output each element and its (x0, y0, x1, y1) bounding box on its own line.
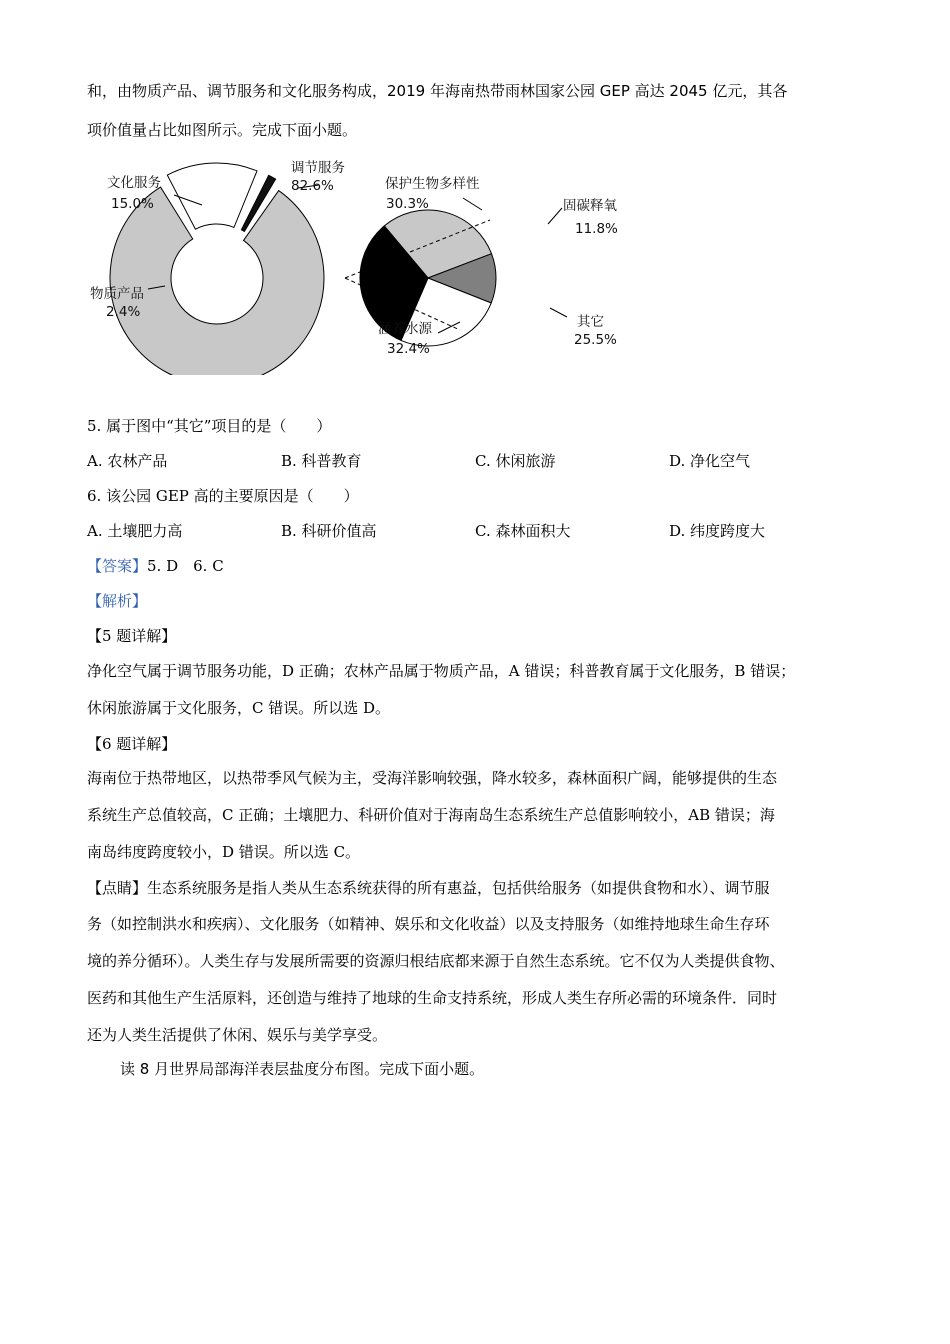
tip-line-3: 境的养分循环）。人类生存与发展所需要的资源归根结底都来源于自然生态系统。它不仅为人类提供食物、 (87, 952, 785, 970)
answer-label: 【答案】 (87, 557, 148, 575)
tip-line-5: 还为人类生活提供了休闲、娱乐与美学享受。 (87, 1026, 388, 1044)
label-wuzhi-name: 物质产品 (90, 286, 144, 302)
detail5-title: 【5 题详解】 (87, 627, 177, 645)
intro-line-1: 和，由物质产品、调节服务和文化服务构成，2019 年海南热带雨林国家公园 GEP 高达 2045 亿元，其各 (87, 82, 788, 100)
detail5-line-2: 休闲旅游属于文化服务，C 错误。所以选 D。 (87, 699, 391, 717)
tip-line-2: 务（如控制洪水和疾病）、文化服务（如精神、娱乐和文化收益）以及支持服务（如维持地球生命生存环 (87, 915, 770, 933)
tip-line-4: 医药和其他生产生活原料，还创造与维持了地球的生命支持系统，形成人类生存所必需的环境条件．同时 (87, 989, 778, 1007)
label-hanyang-value: 32.4% (387, 341, 430, 357)
gep-pie-charts (80, 150, 640, 375)
label-qita-name: 其它 (577, 314, 604, 330)
leader-gutan (548, 208, 562, 224)
donut-chart (110, 163, 324, 375)
label-wenhua-name: 文化服务 (107, 175, 161, 191)
label-tiaojie-value: 82.6% (291, 178, 334, 194)
detail6-line-2: 系统生产总值较高，C 正确；土壤肥力、科研价值对于海南岛生态系统生产总值影响较小，AB 错误；海 (87, 806, 775, 824)
label-baohu-name: 保护生物多样性 (385, 176, 480, 192)
q5-option-b: B. 科普教育 (281, 452, 362, 470)
label-wenhua-value: 15.0% (111, 196, 154, 212)
q6-option-b: B. 科研价值高 (281, 522, 377, 540)
answer-text: 5. D 6. C (147, 557, 224, 575)
detail6-title: 【6 题详解】 (87, 735, 177, 753)
label-wuzhi-value: 2.4% (106, 304, 141, 320)
q6-option-d: D. 纬度跨度大 (669, 522, 766, 540)
intro-line-2: 项价值量占比如图所示。完成下面小题。 (87, 121, 358, 139)
q5-stem: 5. 属于图中“其它”项目的是（ ） (87, 417, 332, 435)
answer-line (87, 555, 224, 576)
analysis-label: 【解析】 (87, 592, 148, 610)
label-gutan-value: 11.8% (575, 221, 618, 237)
q5-option-a: A. 农林产品 (87, 452, 168, 470)
label-gutan-name: 固碳释氧 (563, 198, 617, 214)
q6-option-c: C. 森林面积大 (475, 522, 571, 540)
tip-line-1: 【点睛】生态系统服务是指人类从生态系统获得的所有惠益，包括供给服务（如提供食物和水）、调节服 (87, 879, 770, 897)
q5-option-c: C. 休闲旅游 (475, 452, 556, 470)
next-question-intro: 读 8 月世界局部海洋表层盐度分布图。完成下面小题。 (120, 1060, 485, 1078)
q5-option-d: D. 净化空气 (669, 452, 751, 470)
label-baohu-value: 30.3% (386, 196, 429, 212)
label-qita-value: 25.5% (574, 332, 617, 348)
detail5-line-1: 净化空气属于调节服务功能，D 正确；农林产品属于物质产品，A 错误；科普教育属于文化服务，B 错误； (87, 662, 796, 680)
q6-stem: 6. 该公园 GEP 高的主要原因是（ ） (87, 487, 359, 505)
label-hanyang-name: 涵养水源 (378, 321, 432, 337)
detail6-line-1: 海南位于热带地区，以热带季风气候为主，受海洋影响较强，降水较多，森林面积广阔，能够提供的生态 (87, 769, 778, 787)
label-tiaojie-name: 调节服务 (291, 160, 345, 176)
q6-option-a: A. 土壤肥力高 (87, 522, 183, 540)
detail6-line-3: 南岛纬度跨度较小，D 错误。所以选 C。 (87, 843, 361, 861)
leader-baohu (463, 198, 482, 210)
leader-qita (550, 308, 567, 317)
